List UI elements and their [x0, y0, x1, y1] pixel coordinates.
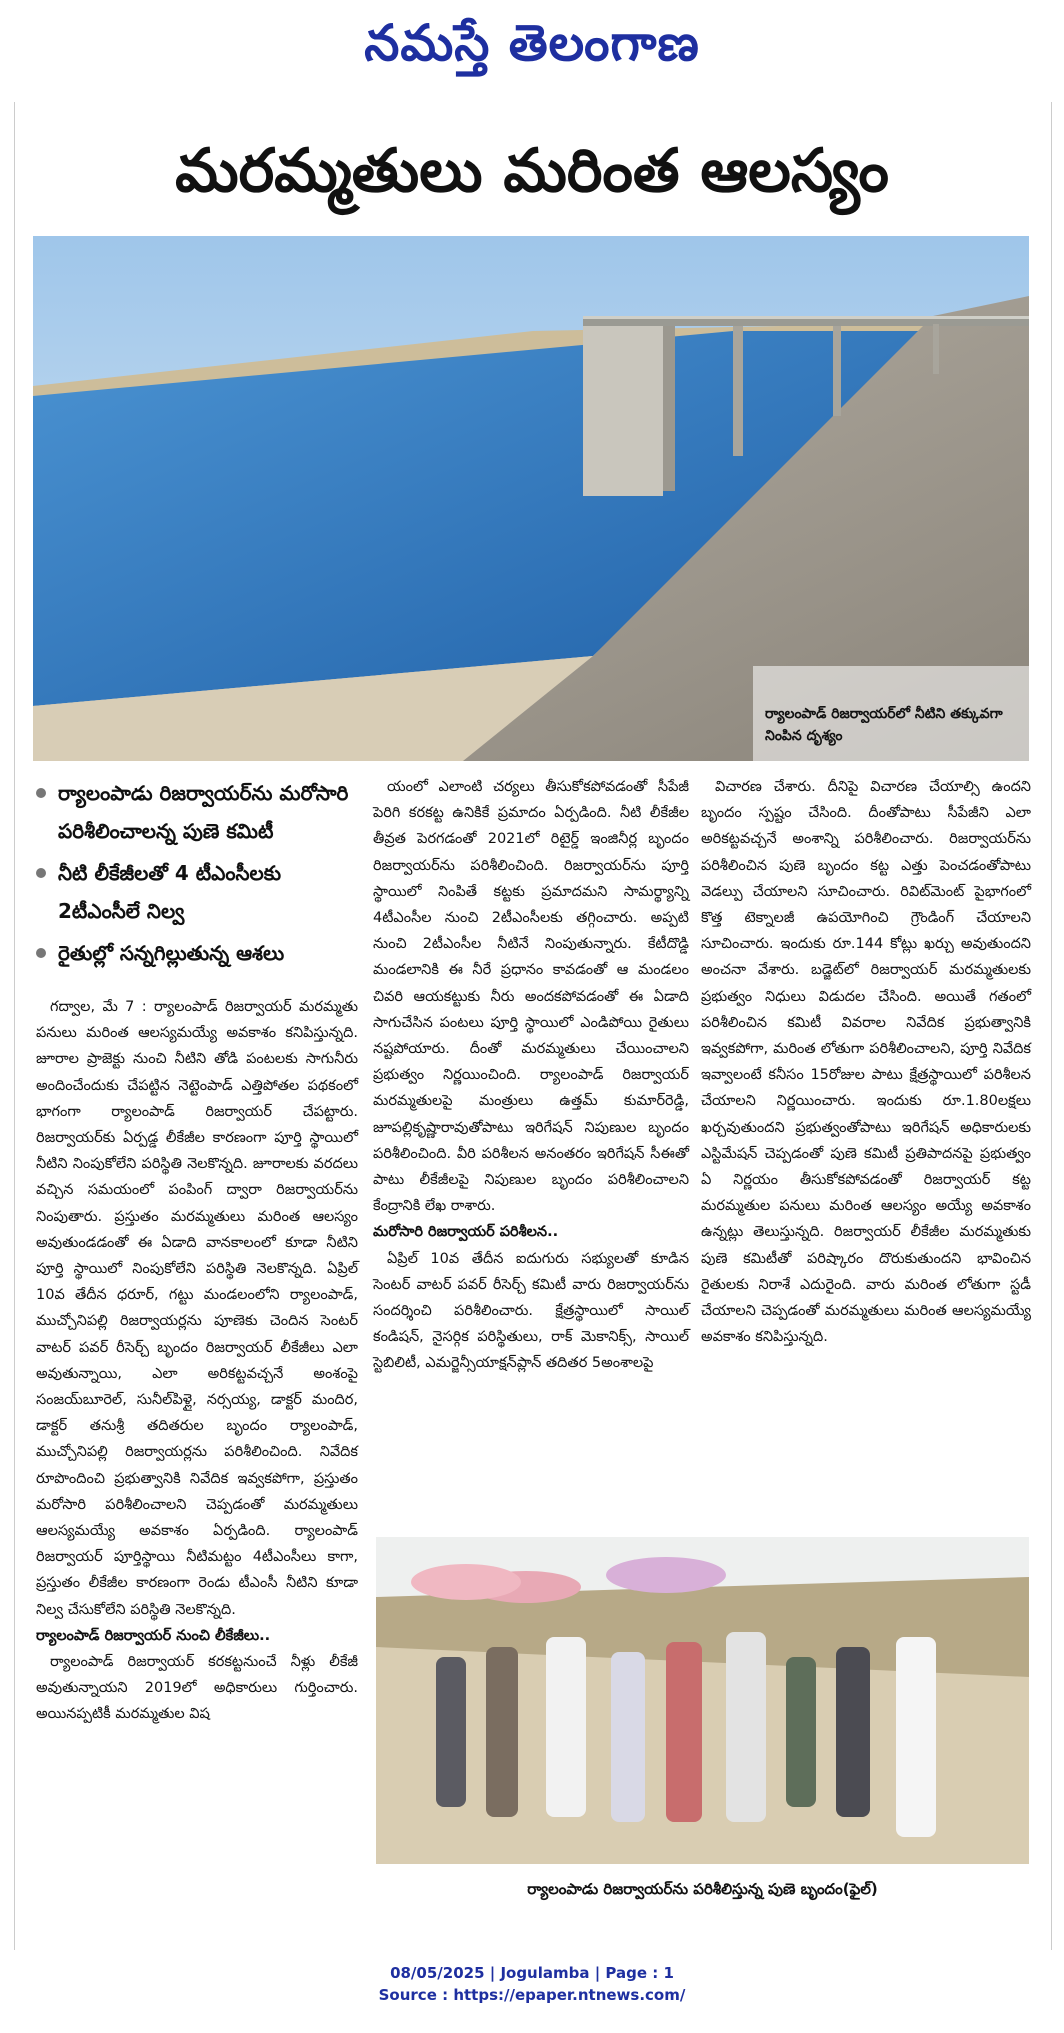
article-column-3	[701, 774, 1031, 1350]
highlight-item	[36, 854, 358, 930]
photo-caption: ర్యాలంపాడ్ రిజర్వాయర్‌లో నీటిని తక్కువగా నింపిన దృశ్యం	[765, 706, 1003, 744]
team-photo	[376, 1537, 1029, 1864]
highlight-text: నీటి లీకేజీలతో 4 టీఎంసీలకు 2టీఎంసీలే నిల్వ	[58, 861, 282, 923]
bullet-icon	[36, 788, 46, 798]
photo-caption: ర్యాలంపాడు రిజర్వాయర్‌ను పరిశీలిస్తున్న పుణె బృందం(ఫైల్)	[527, 1880, 878, 1898]
masthead	[0, 8, 1064, 78]
bullet-icon	[36, 948, 46, 958]
source-link[interactable]: Source : https://epaper.ntnews.com/	[378, 1986, 686, 2004]
subheading: మరోసారి రిజర్వాయర్ పరిశీలన..	[373, 1224, 559, 1241]
article-column-2	[373, 774, 689, 1377]
highlight-text: ర్యాలంపాడు రిజర్వాయర్‌ను మరోసారి పరిశీలించాలన్న పుణె కమిటీ	[58, 781, 349, 843]
headline: మరమ్మతులు మరింత ఆలస్యం	[175, 136, 889, 206]
highlight-item	[36, 934, 358, 972]
paragraph: గద్వాల, మే 7 : ర్యాలంపాడ్ రిజర్వాయర్ మరమ్మతు పనులు మరింత ఆలస్యమయ్యే అవకాశం కనిపిస్తున్నది. జూరాల ప్రాజెక్టు నుంచి నీటిని తోడి పంటలకు సాగునీరు అందించేందుకు చేపట్టిన నెట్టెంపాడ్ ఎత్తిపోతల పథకంలో భాగంగా ర్యాలంపాడ్ రిజర్వాయర్ చేపట్టారు. రిజర్వాయర్‌కు ఏర్పడ్డ లీకేజీల కారణంగా పూర్తి స్థాయిలో నీటిని నింపుకోలేని పరిస్థితి నెలకొన్నది. జూరాలకు వరదలు వచ్చిన సమయంలో పంపింగ్ ద్వారా రిజర్వాయర్‌ను నింపుతారు. ప్రస్తుతం మరమ్మతులు మరింత ఆలస్యం అవుతుండడంతో ఈ ఏడాది వానకాలంలో కూడా నీటిని పూర్తి స్థాయిలో నింపుకోలేని పరిస్థితి నెలకొన్నది. ఏప్రిల్ 10వ తేదీన ధరూర్, గట్టు మండలంలోని ర్యాలంపాడ్, ముచ్చోనిపల్లి రిజర్వాయర్లను పూణెకు చెందిన సెంటర్ వాటర్ పవర్ రీసెర్చ్ బృందం రిజర్వాయర్ లీకేజీలు ఎలా అవుతున్నాయి, ఎలా అరికట్టవచ్చనే అంశంపై సంజయ్‌బూరెల్, సునీల్‌పిళ్లై, నర్సయ్య, డాక్టర్ మందిర, డాక్టర్ తనుశ్రీ తదితరుల బృందం ర్యాలంపాడ్, ముచ్చోనిపల్లి రిజర్వాయర్లను పరిశీలించింది. నివేదిక రూపొందించి ప్రభుత్వానికి నివేదిక ఇవ్వకపోగా, ప్రస్తుతం మరోసారి పరిశీలించాలని చెప్పడంతో మరమ్మతులు ఆలస్యమయ్యే అవకాశం ఏర్పడింది. ర్యాలంపాడ్ రిజర్వాయర్ పూర్తిస్థాయి నీటిమట్టం 4టీఎంసీలు కాగా, ప్రస్తుతం లీకేజీల కారణంగా రెండు టీఎంసీ నీటిని కూడా నిల్వ చేసుకోలేని పరిస్థితి నెలకొన్నది.	[36, 999, 358, 1618]
page-footer	[0, 1962, 1064, 2006]
reservoir-photo	[33, 236, 1029, 761]
paragraph: విచారణ చేశారు. దీనిపై విచారణ చేయాల్సి ఉందని బృందం స్పష్టం చేసింది. దీంతోపాటు సీపేజీని ఎలా అరికట్టవచ్చనే అంశాన్ని పరిశీలించారు. రిజర్వాయర్‌ను పరిశీలించిన పుణె బృందం కట్ట ఎత్తు పెంచడంతోపాటు వెడల్పు చేయాలని సూచించారు. రివిట్‌మెంట్ పైభాగంలో కొత్త టెక్నాలజీ ఉపయోగించి గ్రౌండింగ్ చేయాలని సూచించారు. ఇందుకు రూ.144 కోట్లు ఖర్చు అవుతుందని అంచనా వేశారు. బడ్జెట్‌లో రిజర్వాయర్ మరమ్మతులకు ప్రభుత్వం నిధులు విడుదల చేసింది. అయితే గతంలో పరిశీలించిన కమిటీ వివరాల నివేదిక ప్రభుత్వానికి ఇవ్వకపోగా, మరింత లోతుగా పరిశీలించాలని, పూర్తి నివేదిక ఇవ్వాలంటే కనీసం 15రోజుల పాటు క్షేత్రస్థాయిలో పరిశీలన చేయాలని నిర్ణయించారు. ఇందుకు రూ.1.80లక్షలు ఖర్చవుతుందని ప్రభుత్వంతోపాటు ఇరిగేషన్ అధికారులకు ఎస్టిమేషన్ చెప్పడంతో పుణె కమిటీ ప్రతిపాదనపై ప్రభుత్వం ఏ నిర్ణయం తీసుకోకపోవడంతో రిజర్వాయర్ కట్ట మరమ్మతుల పనులు మరింత ఆలస్యం అయ్యే అవకాశం ఉన్నట్లు తెలుస్తున్నది. రిజర్వాయర్ లీకేజీల మరమ్మతుకు పుణె కమిటీతో పరిష్కారం దొరుకుతుందని భావించిన రైతులకు నిరాశే ఎదురైంది. వారు మరింత లోతుగా స్టడీ చేయాలని చెప్పడంతో మరమ్మతులు మరింత ఆలస్యమయ్యే అవకాశం కనిపిస్తున్నది.	[701, 779, 1031, 1346]
highlight-item	[36, 774, 358, 850]
edition-info: 08/05/2025 | Jogulamba | Page : 1	[390, 1964, 674, 1982]
paragraph: ఏప్రిల్ 10వ తేదీన ఐదుగురు సభ్యులతో కూడిన సెంటర్ వాటర్ పవర్ రీసెర్చ్ కమిటీ వారు రిజర్వాయర్‌ను సందర్శించి పరిశీలించారు. క్షేత్రస్థాయిలో సాయిల్ కండిషన్, నైసర్గిక పరిస్థితులు, రాక్ మెకానిక్స్, సాయిల్ స్టెబిలిటీ, ఎమర్జెన్సీయాక్షన్‌ప్లాన్ తదితర 5అంశాలపై	[373, 1250, 689, 1372]
reservoir-illustration	[33, 236, 1029, 761]
bullet-icon	[36, 868, 46, 878]
newspaper-name: నమస్తే తెలంగాణ	[364, 13, 700, 72]
paragraph: యంలో ఎలాంటి చర్యలు తీసుకోకపోవడంతో సీపేజీ పెరిగి కరకట్ట ఉనికికే ప్రమాదం ఏర్పడింది. నీటి లీకేజీల తీవ్రత పెరగడంతో 2021లో రిటైర్డ్ ఇంజినీర్ల బృందం రిజర్వాయర్‌ను పరిశీలించింది. రిజర్వాయర్‌ను పూర్తి స్థాయిలో నింపితే కట్టకు ప్రమాదమని సామర్థ్యాన్ని 4టీఎంసీల నుంచి 2టీఎంసీలకు తగ్గించారు. అప్పటి నుంచి 2టీఎంసీల నీటినే నింపుతున్నారు. కేటీదొడ్డి మండలానికి ఈ నీరే ప్రధానం కావడంతో ఆ మండలం చివరి ఆయకట్టుకు నీరు అందకపోవడంతో ఈ ఏడాది సాగుచేసిన పంటలు పూర్తి స్థాయిలో ఎండిపోయి రైతులు నష్టపోయారు. దీంతో మరమ్మతులు చేయించాలని ప్రభుత్వం నిర్ణయించింది. ర్యాలంపాడ్ రిజర్వాయర్ మరమ్మతులపై మంత్రులు ఉత్తమ్ కుమార్‌రెడ్డి, జూపల్లికృష్ణారావుతోపాటు ఇరిగేషన్ నిపుణుల బృందం పరిశీలించింది. వీరి పరిశీలన అనంతరం ఇరిగేషన్ సీఈతో పాటు లీకేజీలపై నిపుణుల బృందం పరిశీలించాలని కేంద్రానికి లేఖ రాశారు.	[373, 779, 689, 1215]
team-illustration	[376, 1537, 1029, 1864]
article-column-1	[36, 994, 358, 1728]
highlights	[36, 774, 358, 976]
highlight-text: రైతుల్లో సన్నగిల్లుతున్న ఆశలు	[58, 941, 285, 965]
paragraph: ర్యాలంపాడ్ రిజర్వాయర్ కరకట్టనుంచే నీళ్లు లీకేజీ అవుతున్నాయని 2019లో అధికారులు గుర్తించారు. అయినప్పటికీ మరమ్మతుల విష	[36, 1654, 358, 1723]
subheading: ర్యాలంపాడ్ రిజర్వాయర్ నుంచి లీకేజీలు..	[36, 1627, 271, 1644]
